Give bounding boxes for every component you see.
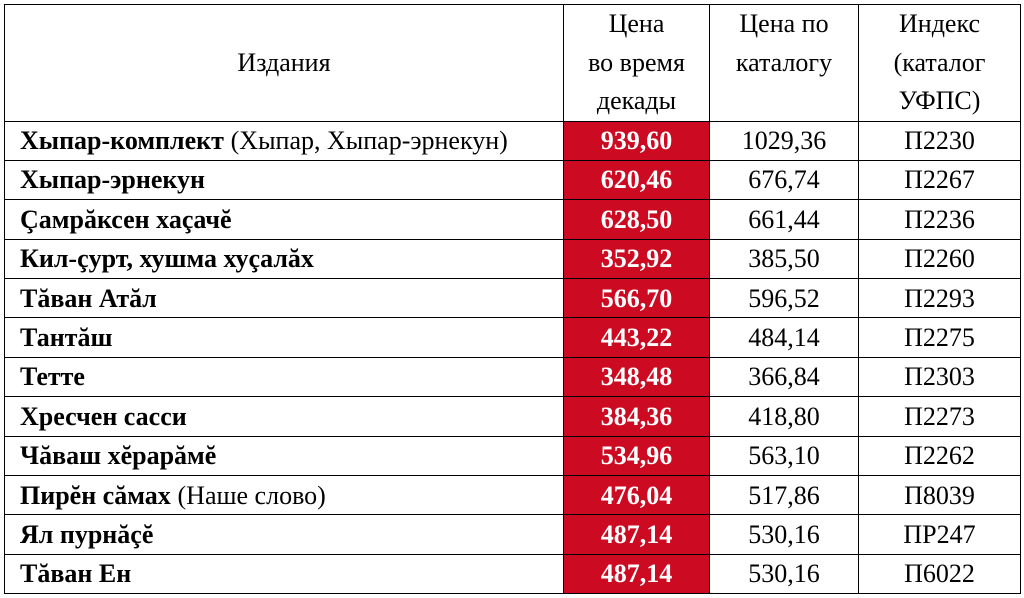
- header-catalog-price: [710, 5, 859, 122]
- header-row: [5, 5, 1021, 122]
- header-line: Издания: [237, 47, 331, 77]
- period-price-cell: 348,48: [564, 357, 710, 396]
- table-row: [5, 476, 1021, 515]
- table-row: [5, 357, 1021, 396]
- publication-cell: [5, 554, 564, 593]
- publication-name: Хресчен сасси: [20, 401, 187, 431]
- publication-cell: [5, 357, 564, 396]
- period-price-cell: 620,46: [564, 160, 710, 199]
- publication-name: Тăван Атăл: [20, 283, 157, 313]
- period-price-cell: 487,14: [564, 515, 710, 554]
- period-price-cell: 628,50: [564, 200, 710, 239]
- publication-name: Çамрăксен хаçачĕ: [20, 204, 232, 234]
- catalog-price-cell: 563,10: [710, 436, 859, 475]
- publications-table: [4, 4, 1021, 594]
- header-publications: [5, 5, 564, 122]
- publication-cell: [5, 436, 564, 475]
- publication-cell: [5, 318, 564, 357]
- header-line: Цена: [608, 9, 665, 38]
- index-cell: П2303: [859, 357, 1021, 396]
- header-period-price: [564, 5, 710, 122]
- table-row: [5, 200, 1021, 239]
- publication-name: Тетте: [20, 362, 85, 392]
- index-cell: П2273: [859, 397, 1021, 436]
- table-row: [5, 160, 1021, 199]
- publication-cell: [5, 476, 564, 515]
- header-index: [859, 5, 1021, 122]
- publication-cell: [5, 515, 564, 554]
- period-price-cell: 443,22: [564, 318, 710, 357]
- header-line: каталогу: [735, 47, 833, 77]
- index-cell: П2275: [859, 318, 1021, 357]
- publication-name: Кил-çурт, хушма хуçалăх: [20, 244, 314, 274]
- publication-cell: [5, 200, 564, 239]
- index-cell: П6022: [859, 554, 1021, 593]
- index-cell: П2267: [859, 160, 1021, 199]
- period-price-cell: 352,92: [564, 239, 710, 278]
- catalog-price-cell: 484,14: [710, 318, 859, 357]
- index-cell: П2260: [859, 239, 1021, 278]
- publication-name: Тăван Ен: [20, 559, 132, 589]
- table-row: [5, 436, 1021, 475]
- index-cell: П2236: [859, 200, 1021, 239]
- catalog-price-cell: 596,52: [710, 279, 859, 318]
- publication-cell: [5, 160, 564, 199]
- index-cell: П2262: [859, 436, 1021, 475]
- table-row: [5, 121, 1021, 160]
- catalog-price-cell: 530,16: [710, 515, 859, 554]
- catalog-price-cell: 661,44: [710, 200, 859, 239]
- publication-cell: [5, 397, 564, 436]
- period-price-cell: 534,96: [564, 436, 710, 475]
- catalog-price-cell: 517,86: [710, 476, 859, 515]
- publication-cell: [5, 239, 564, 278]
- publication-cell: [5, 279, 564, 318]
- period-price-cell: 939,60: [564, 121, 710, 160]
- table-row: [5, 397, 1021, 436]
- catalog-price-cell: 418,80: [710, 397, 859, 436]
- catalog-price-cell: 366,84: [710, 357, 859, 396]
- catalog-price-cell: 385,50: [710, 239, 859, 278]
- table-row: [5, 554, 1021, 593]
- table-row: [5, 318, 1021, 357]
- publication-cell: [5, 121, 564, 160]
- publication-name: Тантăш: [20, 323, 113, 353]
- header-line: во время: [588, 47, 685, 77]
- header-line: УФПС): [898, 86, 981, 115]
- catalog-price-cell: 530,16: [710, 554, 859, 593]
- header-line: Индекс: [899, 9, 980, 38]
- index-cell: П8039: [859, 476, 1021, 515]
- index-cell: П2293: [859, 279, 1021, 318]
- period-price-cell: 566,70: [564, 279, 710, 318]
- publication-name: Чăваш хĕрарăмĕ: [20, 441, 217, 471]
- period-price-cell: 476,04: [564, 476, 710, 515]
- publication-note: (Хыпар, Хыпар-эрнекун): [230, 126, 508, 156]
- header-line: декады: [596, 86, 677, 115]
- catalog-price-cell: 1029,36: [710, 121, 859, 160]
- table-row: [5, 239, 1021, 278]
- header-line: (каталог: [893, 47, 986, 77]
- index-cell: ПР247: [859, 515, 1021, 554]
- publication-name: Хыпар-комплект: [20, 126, 224, 156]
- publication-name: Пирĕн сăмах: [20, 480, 171, 510]
- period-price-cell: 384,36: [564, 397, 710, 436]
- header-line: Цена по: [739, 9, 829, 38]
- table-row: [5, 515, 1021, 554]
- publication-note: (Наше слово): [177, 480, 326, 510]
- period-price-cell: 487,14: [564, 554, 710, 593]
- publication-name: Ял пурнăçĕ: [20, 520, 154, 549]
- catalog-price-cell: 676,74: [710, 160, 859, 199]
- publication-name: Хыпар-эрнекун: [20, 165, 205, 195]
- index-cell: П2230: [859, 121, 1021, 160]
- table-row: [5, 279, 1021, 318]
